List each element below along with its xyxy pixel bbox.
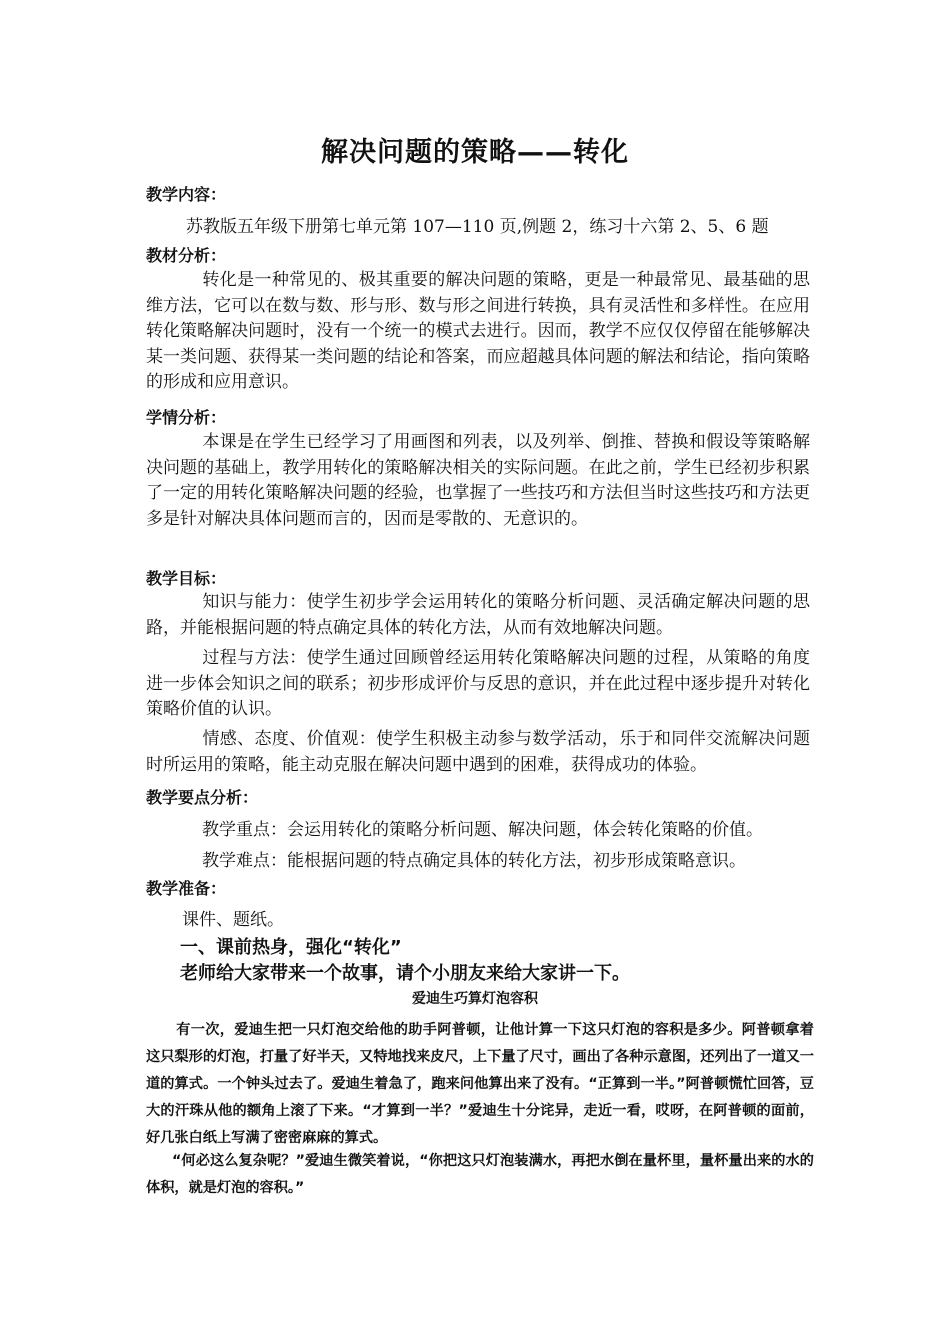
content-heading: 教学内容： [146, 185, 227, 204]
story-paragraph-1-text: 有一次，爱迪生把一只灯泡交给他的助手阿普顿，让他计算一下这只灯泡的容积是多少。阿普顿拿着这只梨形的灯泡，打量了好半天，又特地找来皮尺，上下量了尺寸，画出了各种示意图，还列出了一道又一道的算式。一个钟头过去了。爱迪生着急了，跑来问他算出来了没有。“正算到一半。”阿普顿慌忙回答，豆大的汗珠从他的额角上滚了下来。“才算到一半？”爱迪生十分诧异，走近一看，哎呀，在阿普顿的面前，好几张白纸上写满了密密麻麻的算式。 [146, 1022, 814, 1146]
keypoints-focus: 教学重点：会运用转化的策略分析问题、解决问题，体会转化策略的价值。 [202, 820, 763, 840]
story-title: 爱迪生巧算灯泡容积 [412, 991, 538, 1007]
students-text: 本课是在学生已经学习了用画图和列表，以及列举、倒推、替换和假设等策略解决问题的基础上，教学用转化的策略解决相关的实际问题。在此之前，学生已经初步积累了一定的用转化策略解决问题的经验，也掌握了一些技巧和方法但当时这些技巧和方法更多是针对解决具体问题而言的，因而是零散的、无意识的。 [146, 432, 810, 529]
keypoints-difficulty: 教学难点：能根据问题的特点确定具体的转化方法，初步形成策略意识。 [202, 851, 746, 871]
story-paragraph-2 [146, 1148, 814, 1202]
section1-title: 一、课前热身，强化“转化” [180, 937, 402, 958]
prep-text: 课件、题纸。 [182, 910, 284, 930]
story-paragraph-2-text: “何必这么复杂呢？”爱迪生微笑着说，“你把这只灯泡装满水，再把水倒在量杯里，量杯量出来的水的体积，就是灯泡的容积。” [146, 1153, 814, 1196]
story-paragraph-1 [146, 1017, 814, 1152]
goals-heading: 教学目标： [146, 569, 227, 588]
students-heading: 学情分析： [146, 408, 227, 427]
goal-emotion-text: 情感、态度、价值观：使学生积极主动参与数学活动，乐于和同伴交流解决问题时所运用的策略，能主动克服在解决问题中遇到的困难，获得成功的体验。 [146, 729, 810, 775]
section1-intro: 老师给大家带来一个故事，请个小朋友来给大家讲一下。 [180, 963, 630, 984]
document-title: 解决问题的策略——转化 [321, 137, 629, 168]
prep-heading: 教学准备： [146, 879, 227, 898]
keypoints-heading: 教学要点分析： [146, 788, 259, 807]
goal-knowledge-text: 知识与能力：使学生初步学会运用转化的策略分析问题、灵活确定解决问题的思路，并能根据问题的特点确定具体的转化方法，从而有效地解决问题。 [146, 592, 810, 638]
goal-process [146, 646, 810, 723]
content-text: 苏教版五年级下册第七单元第 107—110 页,例题 2，练习十六第 2、5、6 题 [186, 217, 769, 237]
goal-process-text: 过程与方法：使学生通过回顾曾经运用转化策略解决问题的过程，从策略的角度进一步体会知识之间的联系；初步形成评价与反思的意识，并在此过程中逐步提升对转化策略价值的认识。 [146, 648, 810, 719]
students-paragraph [146, 430, 810, 532]
goal-emotion [146, 727, 810, 778]
material-heading: 教材分析： [146, 246, 227, 265]
goal-knowledge [146, 590, 810, 641]
material-text: 转化是一种常见的、极其重要的解决问题的策略，更是一种最常见、最基础的思维方法，它可以在数与数、形与形、数与形之间进行转换，具有灵活性和多样性。在应用转化策略解决问题时，没有一个统一的模式去进行。因而，教学不应仅仅停留在能够解决某一类问题、获得某一类问题的结论和答案，而应超越具体问题的解法和结论，指向策略的形成和应用意识。 [146, 270, 810, 392]
material-paragraph [146, 268, 810, 396]
